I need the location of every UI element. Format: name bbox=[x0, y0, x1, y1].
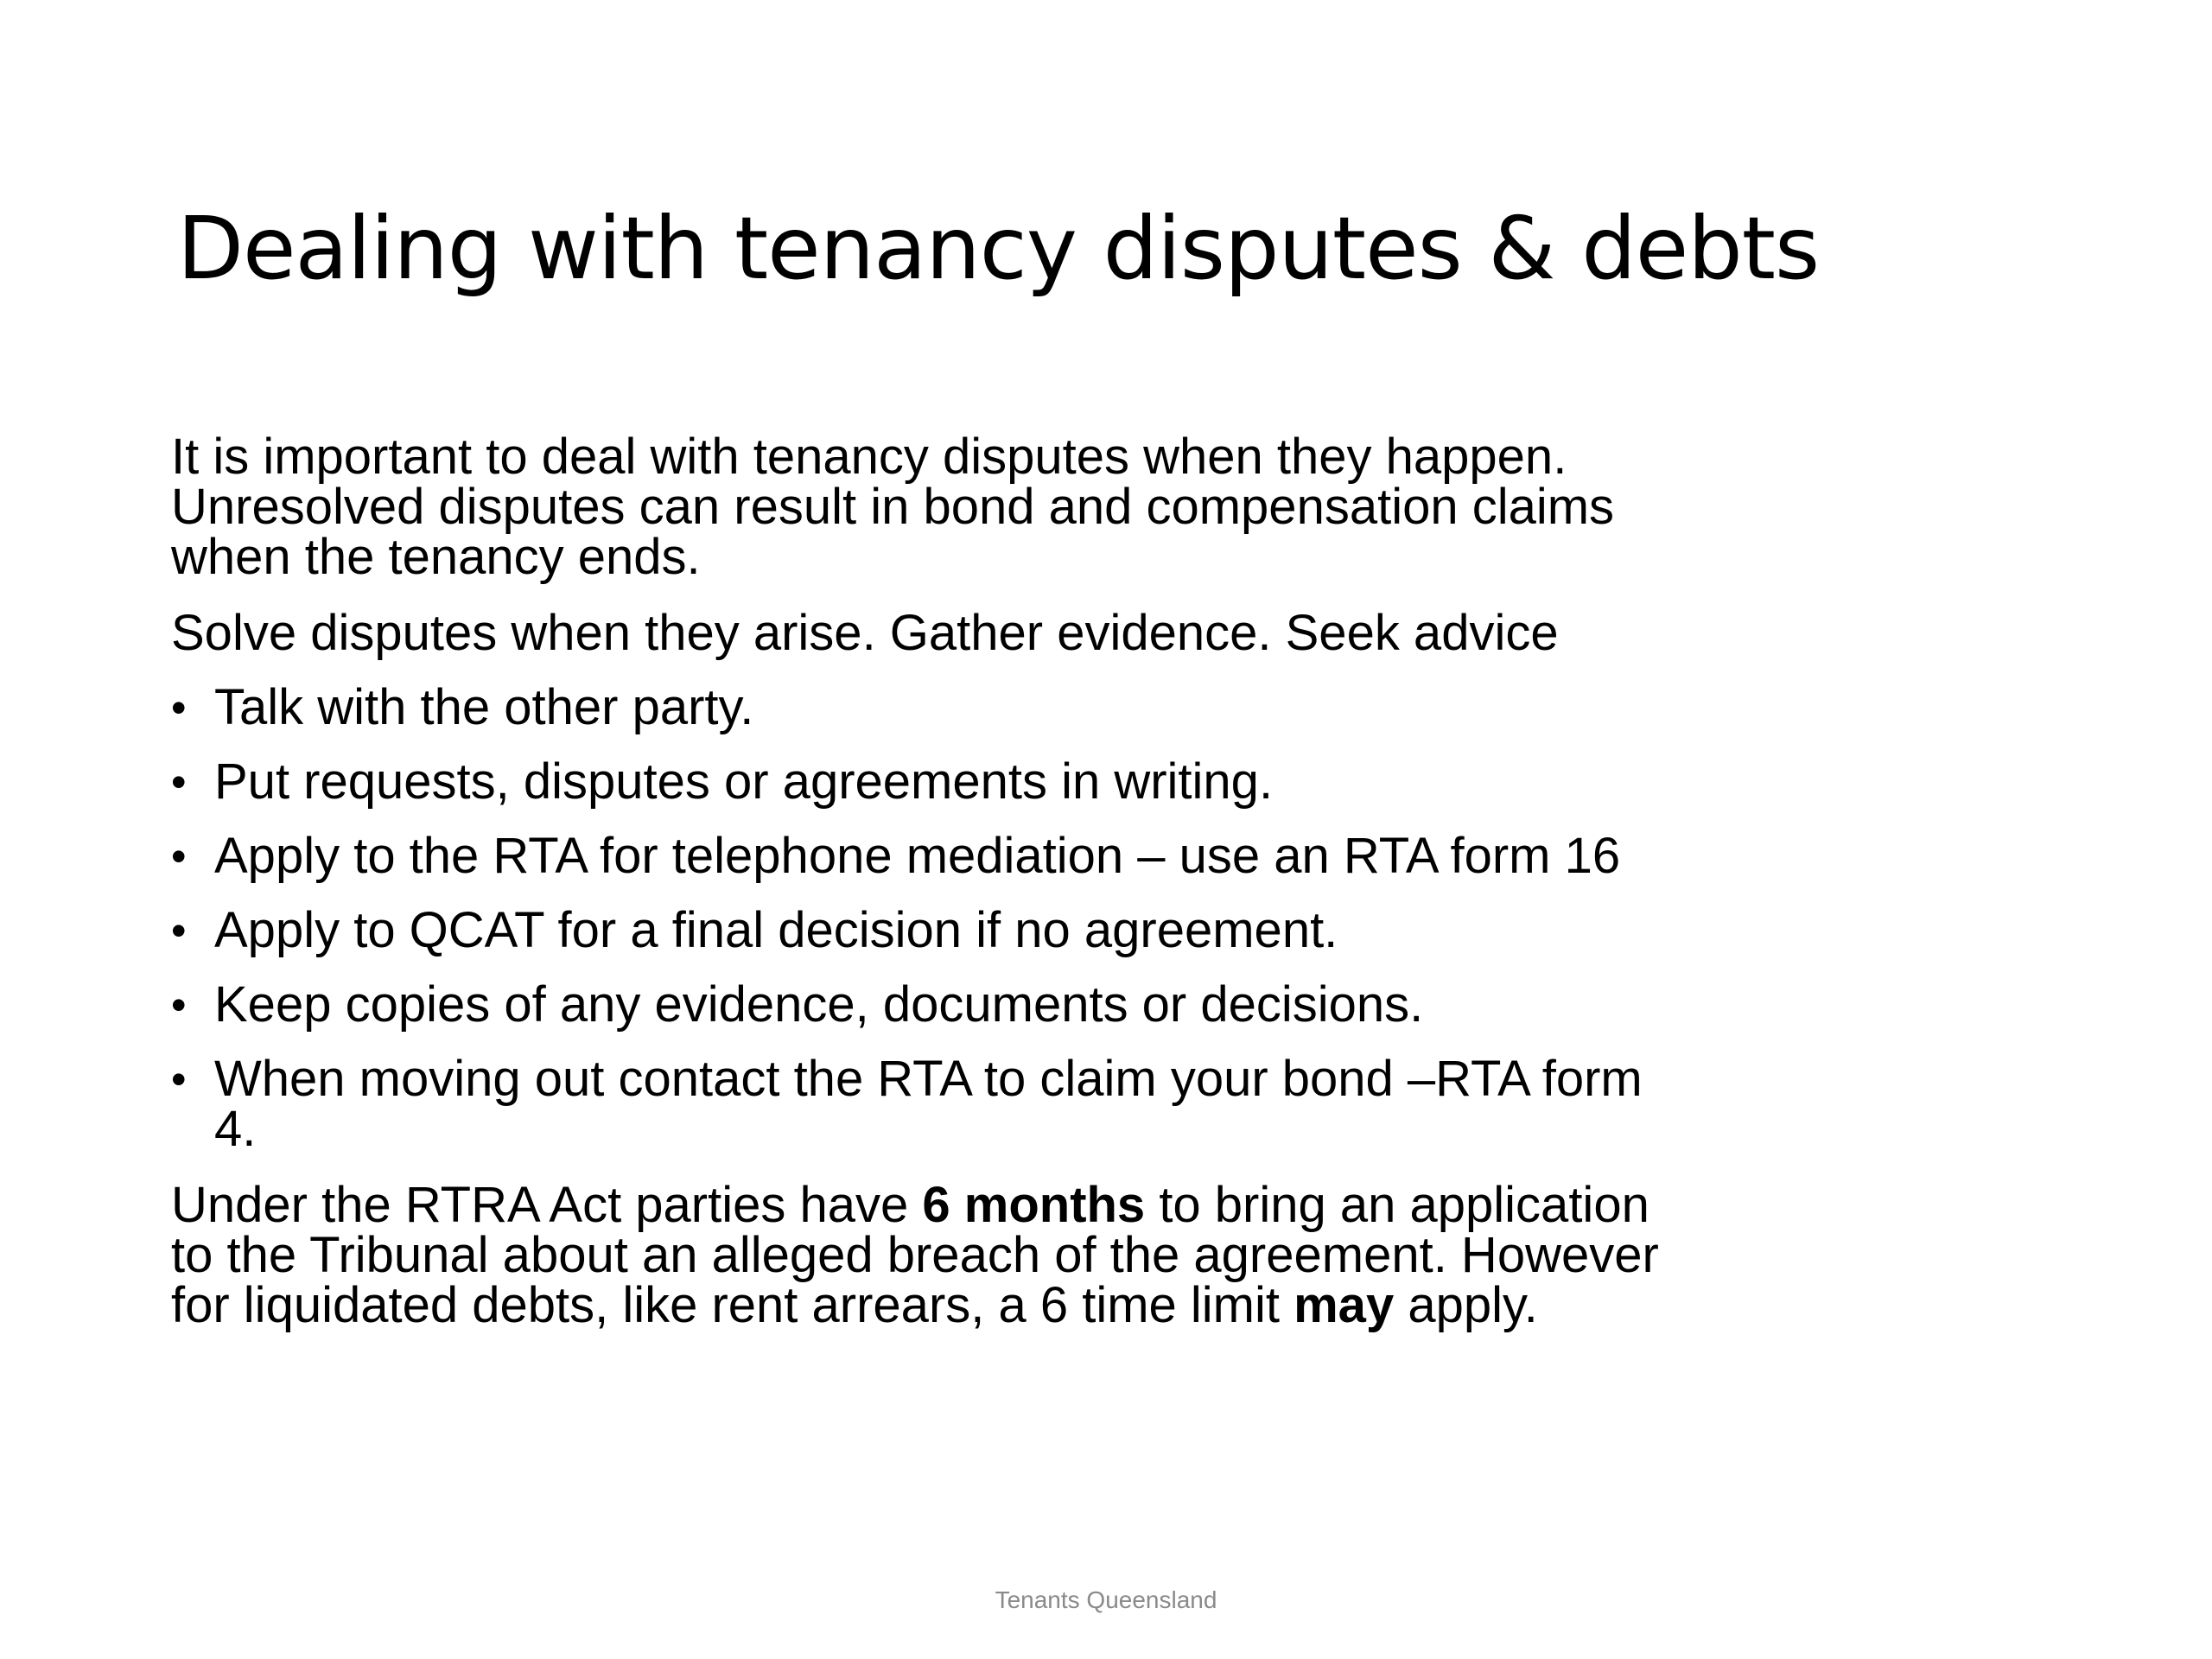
closing-paragraph bbox=[171, 1177, 1692, 1333]
bullet-text: Talk with the other party. bbox=[214, 679, 754, 735]
bullet-icon: • bbox=[171, 1055, 187, 1103]
closing-text-3: apply. bbox=[1394, 1277, 1538, 1333]
slide-body bbox=[171, 429, 1692, 1357]
slide-title: Dealing with tenancy disputes & debts bbox=[177, 198, 1820, 299]
bullet-icon: • bbox=[171, 832, 187, 880]
bullet-item bbox=[171, 679, 1692, 735]
bullet-item bbox=[171, 828, 1692, 884]
bullet-icon: • bbox=[171, 683, 187, 732]
closing-text-2: to bring an application to the Tribunal about an alleged breach of the agreement. However for liquidated debts, like rent arrears, a 6 time limit bbox=[171, 1177, 1659, 1333]
bullet-text: Apply to QCAT for a final decision if no agreement. bbox=[214, 902, 1338, 958]
footer-text: Tenants Queensland bbox=[995, 1586, 1217, 1613]
bullet-text: Apply to the RTA for telephone mediation – use an RTA form 16 bbox=[214, 828, 1621, 884]
bullet-item bbox=[171, 753, 1692, 810]
bullet-item bbox=[171, 902, 1692, 958]
bullet-text: Put requests, disputes or agreements in writing. bbox=[214, 753, 1274, 810]
bullet-item bbox=[171, 1051, 1692, 1157]
closing-bold-months: 6 months bbox=[922, 1177, 1146, 1233]
bullet-icon: • bbox=[171, 758, 187, 806]
bullet-icon: • bbox=[171, 906, 187, 955]
closing-text-1: Under the RTRA Act parties have bbox=[171, 1177, 923, 1233]
closing-bold-may: may bbox=[1294, 1277, 1395, 1333]
intro-paragraph: It is important to deal with tenancy disputes when they happen. Unresolved disputes can result in bond and compensation claims when the tenancy ends. bbox=[171, 429, 1615, 585]
lead-paragraph: Solve disputes when they arise. Gather evidence. Seek advice bbox=[171, 605, 1559, 661]
bullet-item bbox=[171, 976, 1692, 1033]
bullet-list bbox=[171, 679, 1692, 1157]
bullet-text: When moving out contact the RTA to claim your bond –RTA form 4. bbox=[214, 1051, 1643, 1157]
bullet-icon: • bbox=[171, 981, 187, 1029]
bullet-text: Keep copies of any evidence, documents or decisions. bbox=[214, 976, 1424, 1033]
